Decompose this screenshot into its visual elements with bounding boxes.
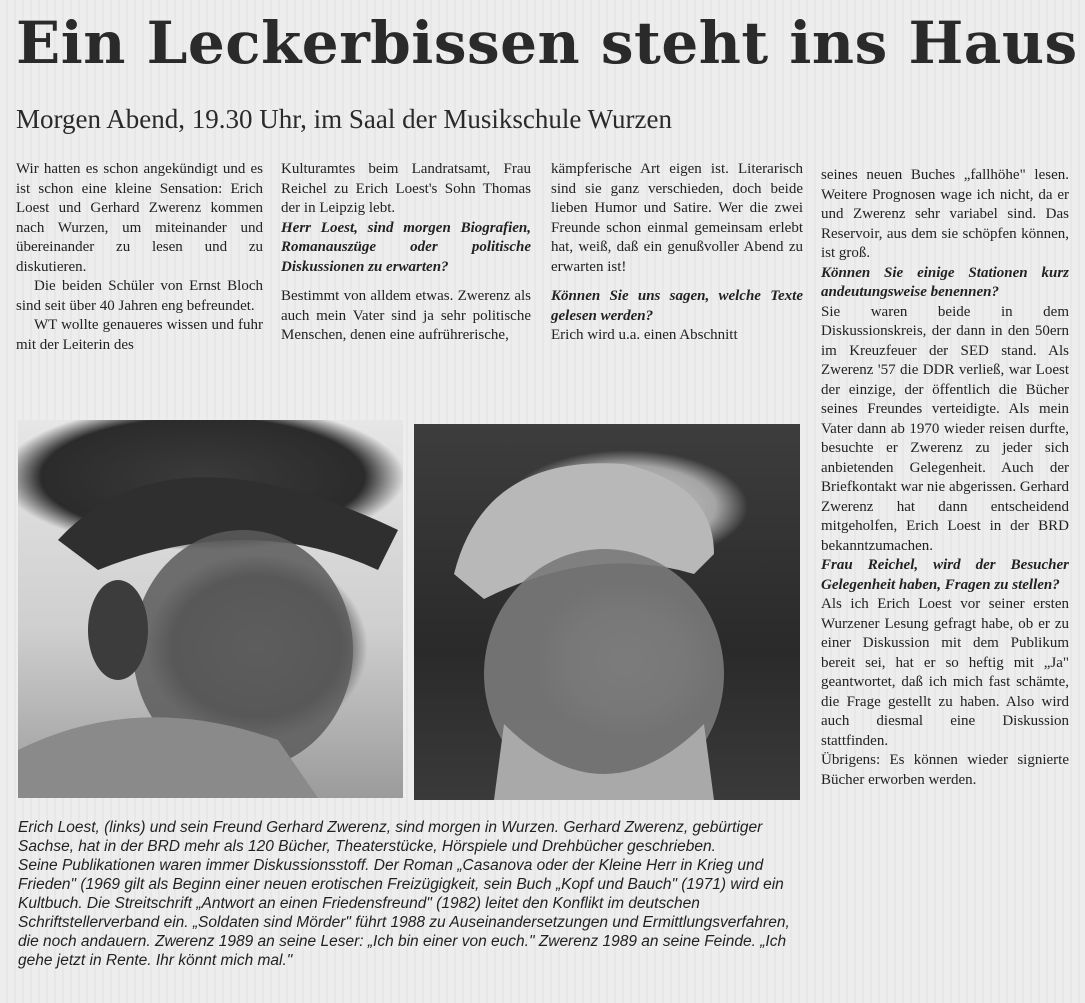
interview-question: Herr Loest, sind morgen Biografien, Romanauszüge oder politische Diskussionen zu erwarten? xyxy=(281,219,531,275)
interview-question: Können Sie uns sagen, welche Texte gelesen werden? xyxy=(551,288,803,324)
interview-question: Frau Reichel, wird der Besucher Gelegenheit haben, Fragen zu stellen? xyxy=(821,557,1069,593)
headline: Ein Leckerbissen steht ins Haus xyxy=(16,9,1078,77)
paragraph: Wir hatten es schon angekündigt und es ist schon eine kleine Sensation: Erich Loest und Gerhard Zwerenz kommen nach Wurzen, um miteinander und übereinander zu lesen und zu diskutieren. xyxy=(16,161,263,275)
portrait-sketch-right xyxy=(414,424,800,800)
paragraph: Erich wird u.a. einen Abschnitt xyxy=(551,327,738,343)
interview-question: Können Sie einige Stationen kurz andeutungsweise benennen? xyxy=(821,264,1069,300)
paragraph: Sie waren beide in dem Diskussionskreis, der dann in den 50ern im Kreuzfeuer der SED stand. Als Zwerenz '57 die DDR verließ, war Loest der einzige, der öffentlich die Bücher seines Freundes verteidigte. Als mein Vater dann ab 1970 wieder reisen durfte, besuchte er Zwerenz zu jeder sich anbietenden Gelegenheit. Auch der Briefkontakt war nie abgerissen. Gerhard Zwerenz hat dann entscheidend mitgeholfen, Erich Loest in der BRD bekanntzumachen. xyxy=(821,303,1069,554)
article-column-1 xyxy=(16,160,263,355)
article-column-2 xyxy=(281,160,531,346)
photo-erich-loest xyxy=(18,420,403,798)
article-column-4 xyxy=(821,166,1069,790)
paragraph: Bestimmt von alldem etwas. Zwerenz als auch mein Vater sind ja sehr politische Menschen, denen eine aufrührerische, xyxy=(281,288,531,343)
paragraph: kämpferische Art eigen ist. Literarisch sind sie ganz verschieden, doch beide lieben Humor und Satire. Wer die zwei Freunde schon einmal gemeinsam erlebt hat, weiß, daß ein genußvoller Abend zu erwarten ist! xyxy=(551,161,803,275)
article-column-3 xyxy=(551,160,803,346)
portrait-sketch-left xyxy=(18,420,403,798)
paragraph: Übrigens: Es können wieder signierte Bücher erworben werden. xyxy=(821,752,1069,788)
caption-text: Erich Loest, (links) und sein Freund Gerhard Zwerenz, sind morgen in Wurzen. Gerhard Zwerenz, gebürtiger Sachse, hat in der BRD mehr als 120 Bücher, Theaterstücke, Hörspiele und Drehbücher geschrieben. xyxy=(18,819,763,855)
caption-text: Seine Publikationen waren immer Diskussionsstoff. Der Roman „Casanova oder der Kleine Herr in Krieg und Frieden" (1969 gilt als Beginn einer neuen erotischen Freizügigkeit, sein Buch „Kopf und Bauch" (1971) wird ein Kultbuch. Die Streitschrift „Antwort an einen Friedensfreund" (1982) leitet den Konflikt im deutschen Schriftstellerverband ein. „Soldaten sind Mörder" führt 1988 zu Auseinandersetzungen und Ermittlungsverfahren, die noch andauern. Zwerenz 1989 an seine Leser: „Ich bin einer von euch." Zwerenz 1989 an seine Feinde. „Ich gehe jetzt in Rente. Ihr könnt mich mal." xyxy=(18,857,790,969)
paragraph: WT wollte genaueres wissen und fuhr mit der Leiterin des xyxy=(16,317,263,353)
paragraph: Kulturamtes beim Landratsamt, Frau Reichel zu Erich Loest's Sohn Thomas der in Leipzig lebt. xyxy=(281,161,531,216)
photo-gerhard-zwerenz xyxy=(414,424,800,800)
paragraph: seines neuen Buches „fallhöhe" lesen. Weitere Prognosen wage ich nicht, da er und Zwerenz sehr variabel sind. Das Reservoir, aus dem sie schöpfen können, ist groß. xyxy=(821,167,1069,261)
paragraph: Als ich Erich Loest vor seiner ersten Wurzener Lesung gefragt habe, ob er zu einer Diskussion mit dem Publikum bereit sei, hat er so heftig mit „Ja" geantwortet, daß ich mich fast schämte, die Frage gestellt zu haben. Also wird auch diesmal eine Diskussion stattfinden. xyxy=(821,596,1069,749)
paragraph: Die beiden Schüler von Ernst Bloch sind seit über 40 Jahren eng befreundet. xyxy=(16,278,263,314)
subheadline: Morgen Abend, 19.30 Uhr, im Saal der Musikschule Wurzen xyxy=(16,104,672,134)
photo-caption xyxy=(18,818,810,970)
